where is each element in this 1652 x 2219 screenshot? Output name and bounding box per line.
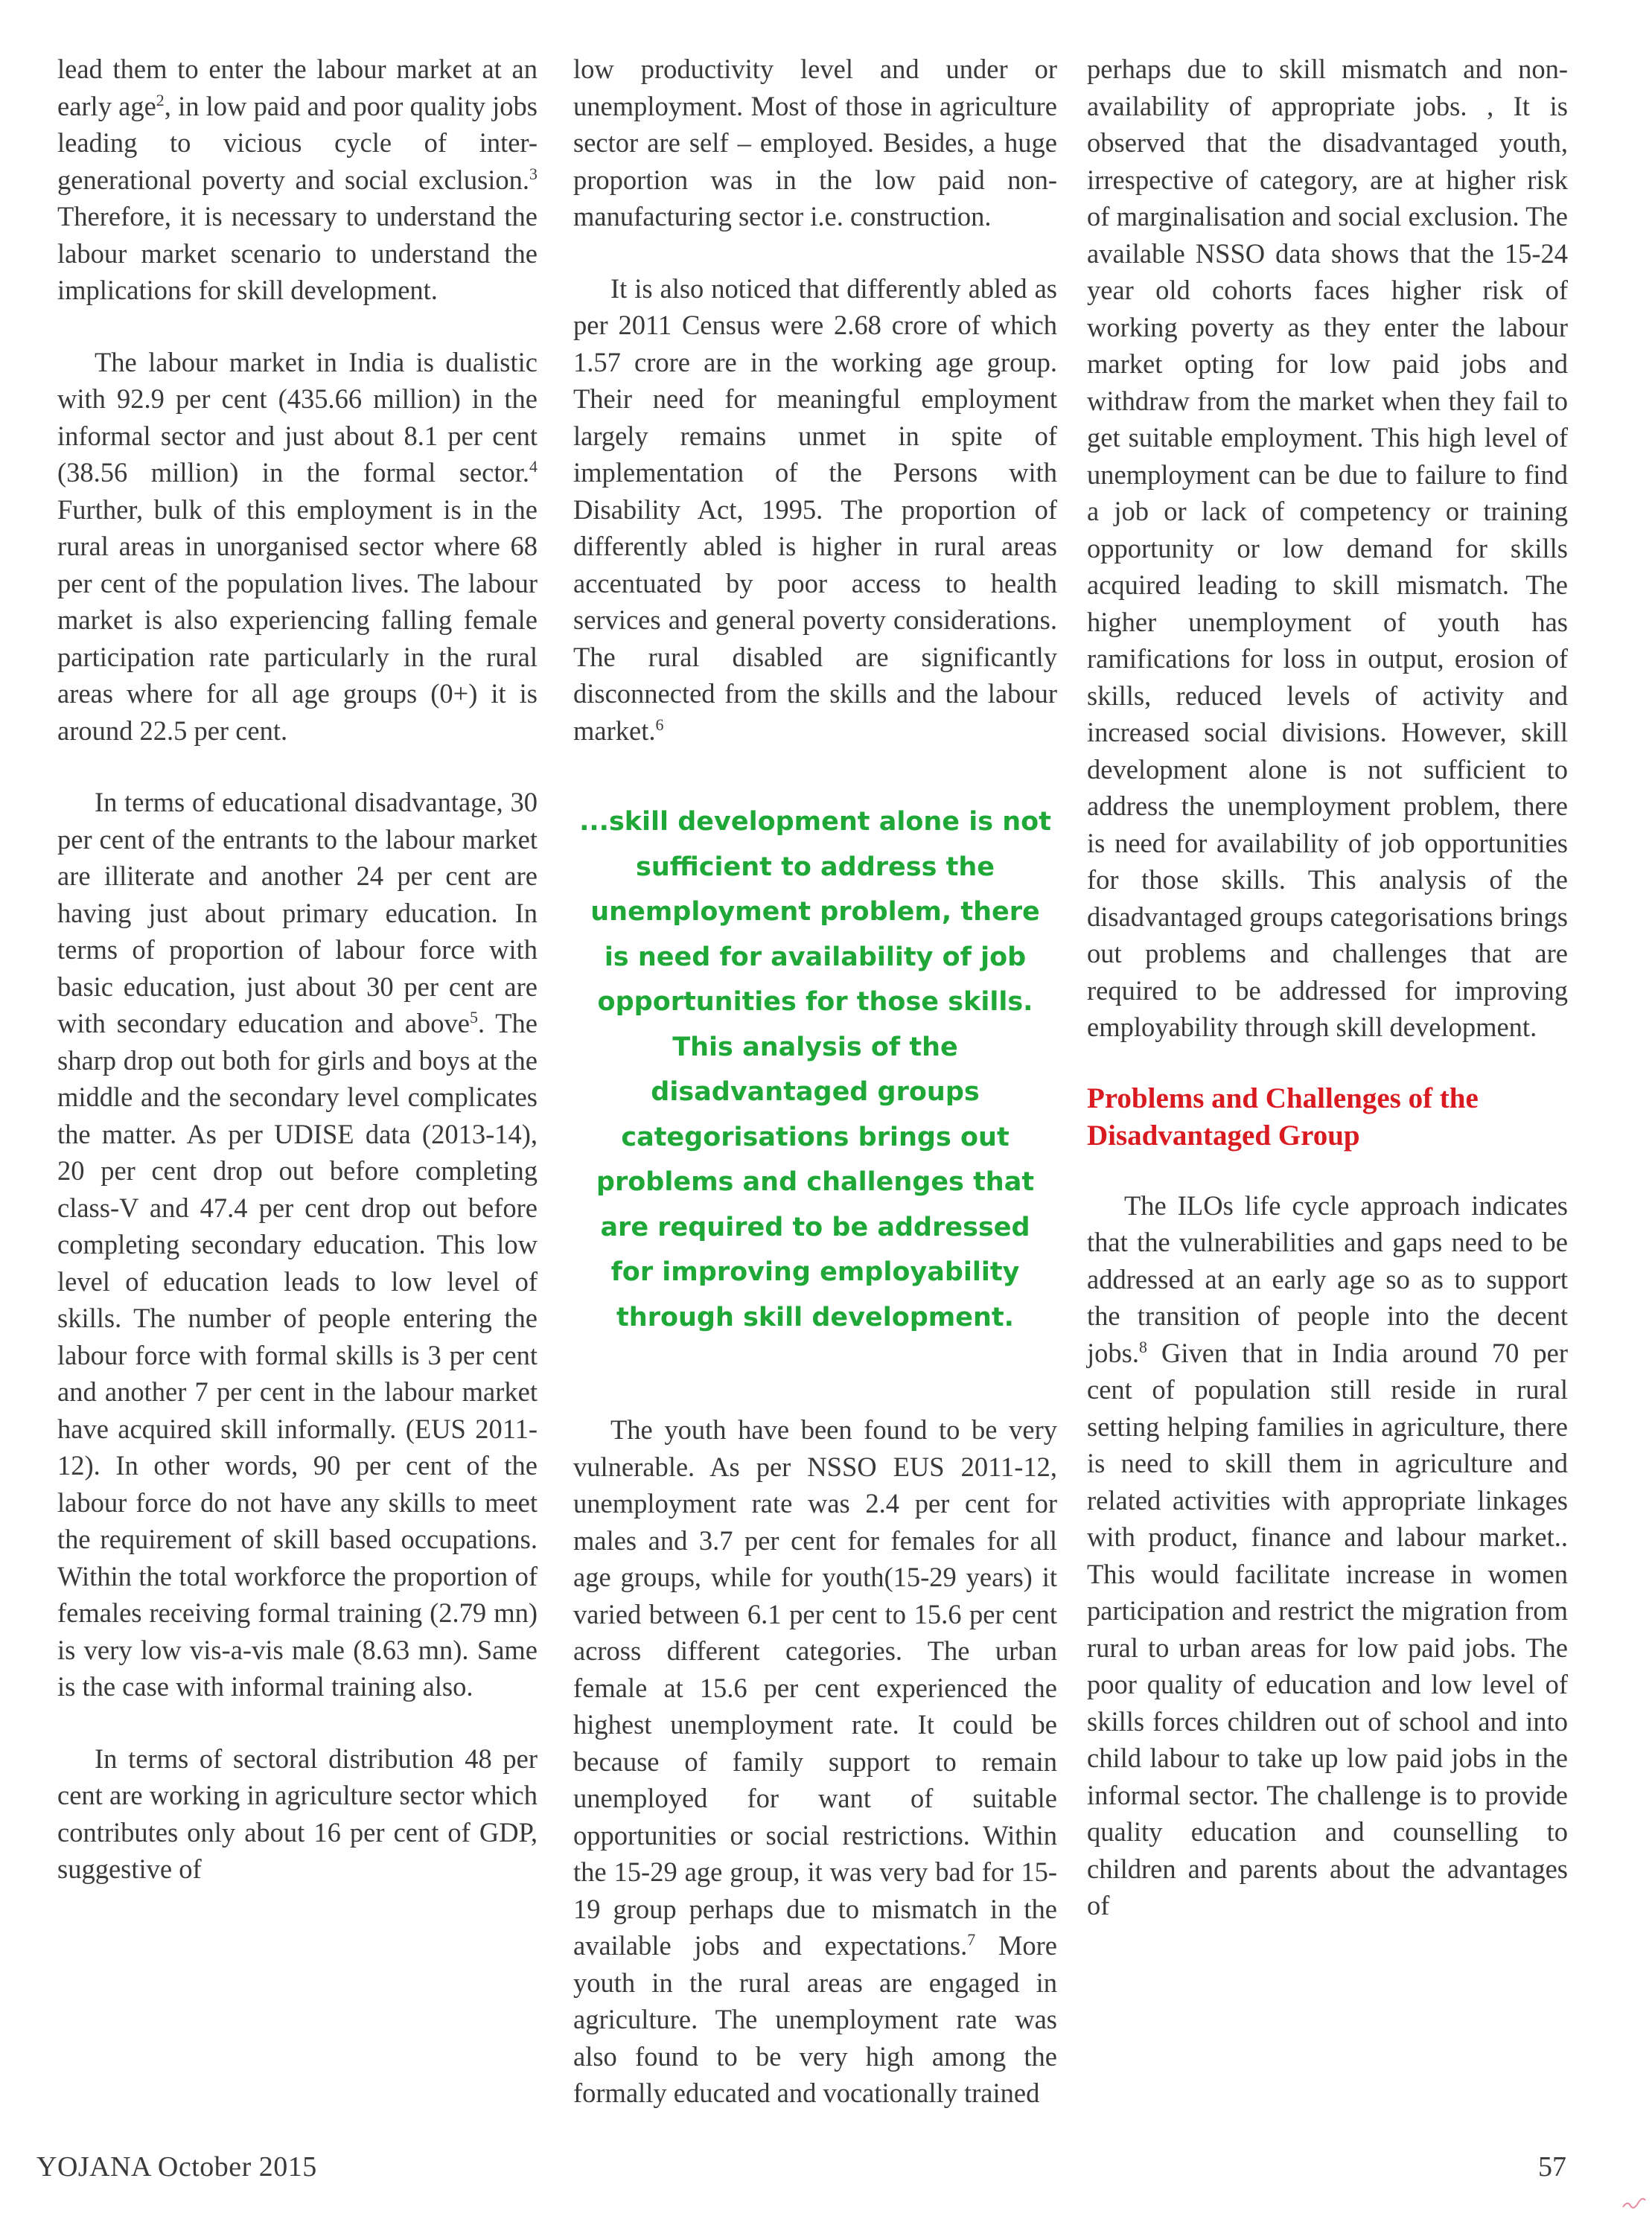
paragraph: It is also noticed that differently abled as per 2011 Census were 2.68 crore of which 1.57 crore are in the working age group. Their need for meaningful employment largely remains unmet in spite of implementation of the Persons with Disability Act, 1995. The proportion of differently abled is higher in rural areas accentuated by poor access to health services and general poverty considerations. The rural disabled are significantly disconnected from the skills and the labour market.$^6$ bbox=[573, 272, 1057, 746]
paragraph: perhaps due to skill mismatch and non-availability of appropriate jobs. , It is observed that the disadvantaged youth, irrespective of category, are at higher risk of marginalisation and social exclusion. The available NSSO data shows that the 15-24 year old cohorts faces higher risk of working poverty as they enter the labour market opting for low paid jobs and withdraw from the market when they fail to get suitable employment. This high level of unemployment can be due to failure to find a job or lack of competency or training opportunity or low demand for skills acquired leading to skill mismatch. The higher unemployment of youth has ramifications for loss in output, erosion of skills, reduced levels of activity and increased social divisions. However, skill development alone is not sufficient to address the unemployment problem, there is need for availability of job opportunities for those skills. This analysis of the disadvantaged groups categorisations brings out problems and challenges that are required to be addressed for improving employability through skill development. bbox=[1087, 54, 1568, 1042]
pull-quote: ...skill development alone is not sufficient to address the unemployment problem, there is need for availability of job opportunities for those skills. This analysis of the disadvantaged groups categorisations brings out problems and challenges that are required to be addressed for improving employability through skill development. bbox=[579, 807, 1051, 1332]
paragraph: In terms of sectoral distribution 48 per cent are working in agriculture sector which contributes only about 16 per cent of GDP, suggestive of bbox=[57, 1743, 538, 1884]
publication-footer: YOJANA October 2015 bbox=[36, 2151, 317, 2183]
left-column bbox=[57, 51, 538, 1888]
paragraph: The youth have been found to be very vulnerable. As per NSSO EUS 2011-12, unemployment rate was 2.4 per cent for males and 3.7 per cent for females for all age groups, while for youth(15-29 years) it varied between 6.1 per cent to 15.6 per cent across different categories. The urban female at 15.6 per cent experienced the highest unemployment rate. It could be because of family support to remain unemployed for want of suitable opportunities or social restrictions. Within the 15-29 age group, it was very bad for 15-19 group perhaps due to mismatch in the available jobs and expectations.$^7$ More youth in the rural areas are engaged in agriculture. The unemployment rate was also found to be very high among the formally educated and vocationally trained bbox=[573, 1414, 1058, 2108]
paragraph: The ILOs life cycle approach indicates that the vulnerabilities and gaps need to be addressed at an early age so as to support the transition of people into the decent jobs.$^8$ Given that in India around 70 per cent of population still reside in rural setting helping families in agriculture, there is need to skill them in agriculture and related activities with appropriate linkages with product, finance and labour market.. This would facilitate increase in women participation and restrict the migration from rural to urban areas for low paid jobs. The poor quality of education and low level of skills forces children out of school and into child labour to take up low paid jobs in the informal sector. The challenge is to provide quality education and counselling to children and parents about the advantages of bbox=[1087, 1190, 1568, 1921]
paragraph: In terms of educational disadvantage, 30 per cent of the entrants to the labour market are illiterate and another 24 per cent are having just about primary education. In terms of proportion of labour force with basic education, just about 30 per cent are with secondary education and above$^5$. The sharp drop out both for girls and boys at the middle and the secondary level complicates the matter. As per UDISE data (2013-14), 20 per cent drop out before completing class-V and 47.4 per cent drop out before completing secondary education. This low level of education leads to low level of skills. The number of people entering the labour force with formal skills is 3 per cent and another 7 per cent in the labour market have acquired skill informally. (EUS 2011-12). In other words, 90 per cent of the labour force do not have any skills to meet the requirement of skill based occupations. Within the total workforce the proportion of females receiving formal training (2.79 mn) is very low vis-a-vis male (8.63 mn). Same is the case with informal training also. bbox=[57, 787, 538, 1702]
paragraph: lead them to enter the labour market at an early age$^2$, in low paid and poor quality jobs leading to vicious cycle of inter-generational poverty and social exclusion.$^3$ Therefore, it is necessary to understand the labour market scenario to understand the implications for skill development. bbox=[57, 54, 538, 305]
paragraph: low productivity level and under or unemployment. Most of those in agriculture sector are self – employed. Besides, a huge proportion was in the low paid non- manufacturing sector i.e. construction. bbox=[573, 54, 1057, 232]
section-heading: Problems and Challenges of the Disadvantaged Group bbox=[1087, 1082, 1479, 1152]
paragraph: The labour market in India is dualistic with 92.9 per cent (435.66 million) in the informal sector and just about 8.1 per cent (38.56 million) in the formal sector.$^4$ Further, bulk of this employment is in the rural areas in unorganised sector where 68 per cent of the population lives. The labour market is also experiencing falling female participation rate particularly in the rural areas where for all age groups (0+) it is around 22.5 per cent. bbox=[57, 346, 538, 746]
middle-column bbox=[573, 51, 1057, 2112]
corner-scribble-icon bbox=[1621, 2197, 1647, 2209]
right-column bbox=[1087, 51, 1568, 1924]
page-number: 57 bbox=[1538, 2151, 1566, 2183]
